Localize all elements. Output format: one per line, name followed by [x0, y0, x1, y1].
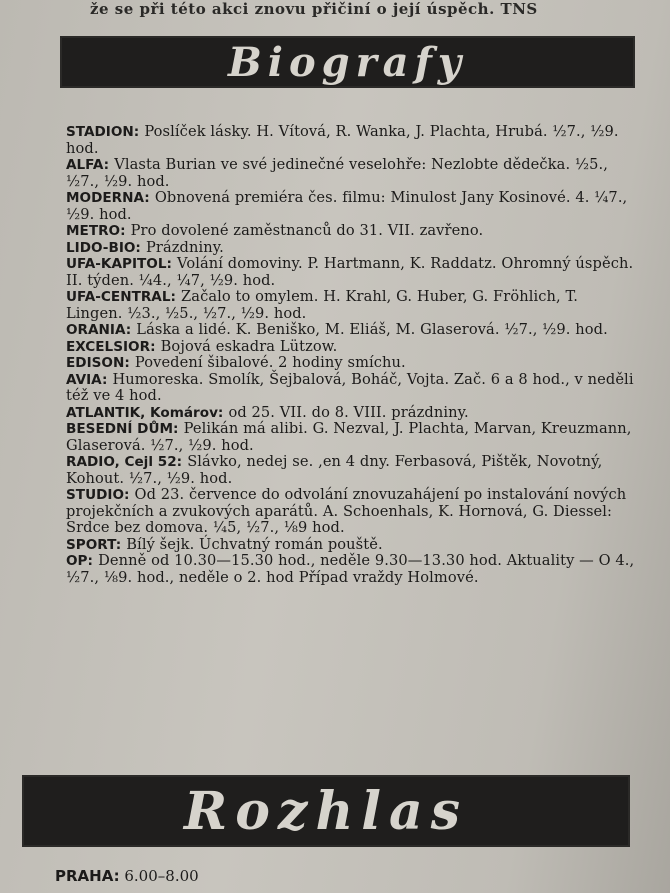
- cinema-program: Denně od 10.30—15.30 hod., neděle 9.30—13.30 hod. Aktuality — O 4., ½7., ⅛9. hod., neděle o 2. hod Případ vraždy Holmové.: [66, 552, 635, 586]
- cinema-program: Prázdniny.: [145, 238, 224, 256]
- cinema-name: SPORT:: [66, 536, 122, 553]
- cinema-name: ALFA:: [66, 157, 110, 173]
- listing-entry: [66, 537, 636, 554]
- cinema-name: AVIA:: [66, 371, 108, 388]
- cinema-program: Slávko, nedej se. ,en 4 dny. Ferbasová, Pištěk, Novotný, Kohout. ½7., ½9. hod.: [66, 453, 603, 487]
- listing-entry: [66, 289, 636, 322]
- cinema-program: Láska a lidé. K. Beniško, M. Eliáš, M. Glaserová. ½7., ½9. hod.: [136, 321, 608, 338]
- cinema-program: Poslíček lásky. H. Vítová, R. Wanka, J. Plachta, Hrubá. ½7., ½9. hod.: [66, 123, 619, 157]
- radio-schedule-text: 6.00–8.00: [124, 867, 199, 885]
- listing-entry: [66, 157, 636, 190]
- listing-entry: [66, 372, 636, 405]
- cinema-program: Volání domoviny. P. Hartmann, K. Raddatz. Ohromný úspěch. II. týden. ¼4., ¼7, ½9. hod.: [66, 255, 634, 289]
- listing-entry: [66, 124, 636, 157]
- cinema-program: Vlasta Burian ve své jedinečné veselohře: Nezlobte dědečka. ½5., ½7., ½9. hod.: [66, 156, 609, 190]
- cinema-program: Od 23. července do odvolání znovuzahájení po instalování nových projekčních a zvukových aparátů. A. Schoenhals, K. Hornová, G. Diessel: Srdce bez domova. ¼5, ½7., ⅛9 hod.: [66, 486, 627, 536]
- cinema-program: Bílý šejk. Úchvatný román pouště.: [126, 535, 383, 553]
- listing-entry: [66, 223, 636, 240]
- listing-entry: [66, 454, 636, 487]
- listing-entry: [66, 487, 636, 537]
- cinema-name: METRO:: [66, 223, 126, 239]
- cinema-name: RADIO, Cejl 52:: [66, 454, 183, 470]
- biografy-title: Biografy: [227, 38, 468, 86]
- listing-entry: [66, 355, 636, 372]
- cinema-program: Povedení šibalové. 2 hodiny smíchu.: [134, 354, 406, 371]
- cinema-name: ATLANTIK, Komárov:: [66, 404, 224, 421]
- rozhlas-title: Rozhlas: [184, 780, 468, 842]
- cut-off-bottom-text: [55, 867, 655, 889]
- cinema-program: Pro dovolené zaměstnanců do 31. VII. zavřeno.: [130, 222, 484, 239]
- cinema-name: LIDO-BIO:: [66, 239, 141, 256]
- cinema-name: EDISON:: [66, 355, 130, 371]
- listing-entry: [66, 339, 636, 356]
- radio-station-name: PRAHA:: [55, 867, 120, 885]
- cinema-name: STUDIO:: [66, 487, 130, 503]
- listing-entry: [66, 322, 636, 339]
- cinema-program: Pelikán má alibi. G. Nezval, J. Plachta, Marvan, Kreuzmann, Glaserová. ½7., ½9. hod.: [66, 420, 632, 454]
- cinema-name: ORANIA:: [66, 322, 132, 338]
- listing-entry: [66, 421, 636, 454]
- cinema-name: UFA-CENTRAL:: [66, 289, 176, 305]
- cinema-program: Začalo to omylem. H. Krahl, G. Huber, G. Fröhlich, T. Lingen. ½3., ½5., ½7., ½9. hod.: [66, 288, 578, 322]
- cinema-name: OP:: [66, 553, 93, 569]
- cinema-name: MODERNA:: [66, 190, 150, 206]
- cinema-name: UFA-KAPITOL:: [66, 256, 172, 272]
- cinema-program: od 25. VII. do 8. VIII. prázdniny.: [228, 403, 469, 421]
- cinema-name: EXCELSIOR:: [66, 338, 156, 355]
- cut-off-top-text: že se při této akci znovu přičiní o její úspěch. TNS: [90, 0, 538, 18]
- cinema-name: BESEDNÍ DŮM:: [66, 421, 179, 437]
- cinema-program: Humoreska. Smolík, Šejbalová, Boháč, Vojta. Zač. 6 a 8 hod., v neděli též ve 4 hod.: [66, 370, 634, 404]
- listing-entry: [66, 190, 636, 223]
- cinema-name: STADION:: [66, 124, 140, 140]
- listing-entry: [66, 553, 636, 586]
- cinema-program: Bojová eskadra Lützow.: [160, 337, 338, 355]
- rozhlas-banner: [22, 775, 630, 847]
- cinema-listings: [66, 124, 636, 586]
- listing-entry: [66, 256, 636, 289]
- listing-entry: [66, 405, 636, 422]
- listing-entry: [66, 240, 636, 257]
- cinema-program: Obnovená premiéra čes. filmu: Minulost Jany Kosinové. 4. ¼7., ½9. hod.: [66, 189, 628, 223]
- biografy-banner: [60, 36, 635, 88]
